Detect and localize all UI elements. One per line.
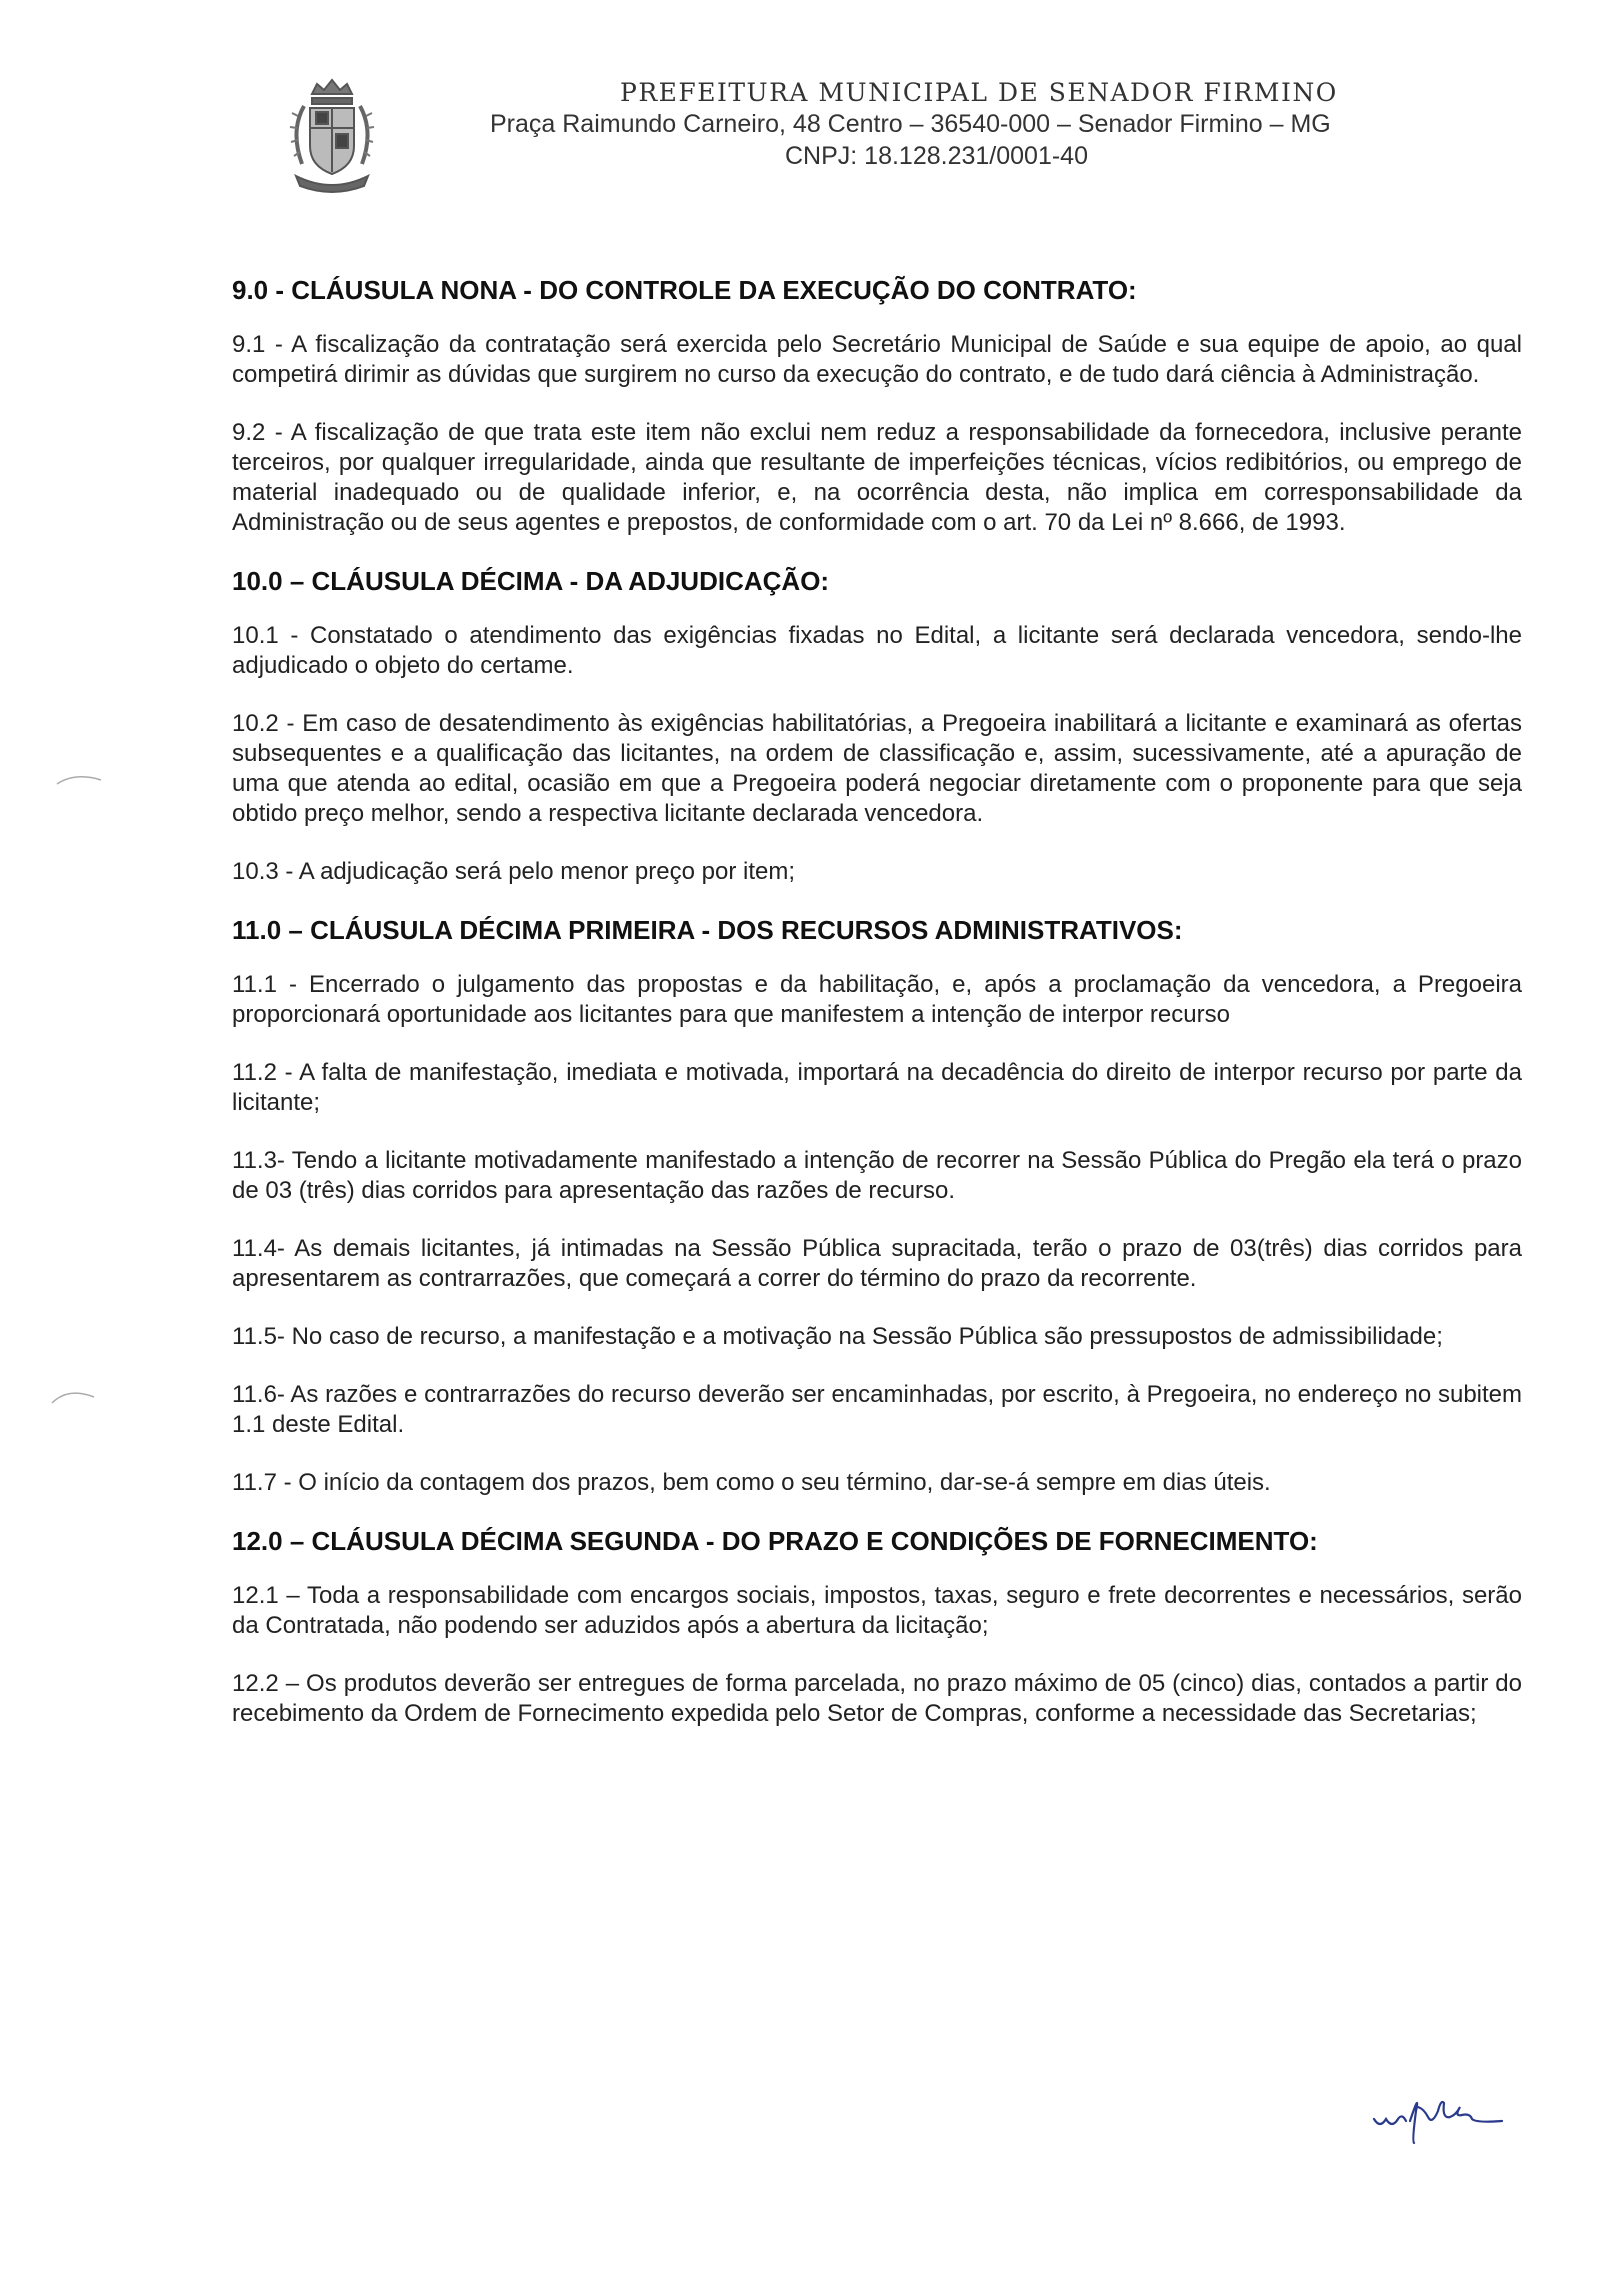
paragraph-11-4: 11.4- As demais licitantes, já intimadas na Sessão Pública supracitada, terão o prazo de 03(três) dias corridos para apresentarem as contrarrazões, que começará a correr do término do prazo da recorrente. xyxy=(232,1235,1522,1292)
municipal-crest-icon xyxy=(282,76,382,194)
paragraph-11-2: 11.2 - A falta de manifestação, imediata e motivada, importará na decadência do direito de interpor recurso por parte da licitante; xyxy=(232,1059,1522,1116)
paragraph-10-1: 10.1 - Constatado o atendimento das exigências fixadas no Edital, a licitante será declarada vencedora, sendo-lhe adjudicado o objeto do certame. xyxy=(232,622,1522,679)
paragraph-11-6: 11.6- As razões e contrarrazões do recurso deverão ser encaminhadas, por escrito, à Pregoeira, no endereço no subitem 1.1 deste Edital. xyxy=(232,1381,1522,1438)
paragraph-11-5: 11.5- No caso de recurso, a manifestação e a motivação na Sessão Pública são pressupostos de admissibilidade; xyxy=(232,1323,1443,1350)
paragraph-12-1: 12.1 – Toda a responsabilidade com encargos sociais, impostos, taxas, seguro e frete decorrentes e necessários, serão da Contratada, não podendo ser aduzidos após a abertura da licitação; xyxy=(232,1582,1522,1639)
paragraph-9-1: 9.1 - A fiscalização da contratação será exercida pelo Secretário Municipal de Saúde e sua equipe de apoio, ao qual competirá dirimir as dúvidas que surgirem no curso da execução do contrato, e de tudo dará ciência à Administração. xyxy=(232,331,1522,388)
section-title-12: 12.0 – CLÁUSULA DÉCIMA SEGUNDA - DO PRAZO E CONDIÇÕES DE FORNECIMENTO: xyxy=(232,1526,1318,1556)
paragraph-11-7: 11.7 - O início da contagem dos prazos, bem como o seu término, dar-se-á sempre em dias úteis. xyxy=(232,1469,1271,1496)
header-title: PREFEITURA MUNICIPAL DE SENADOR FIRMINO xyxy=(620,78,1338,107)
section-title-9: 9.0 - CLÁUSULA NONA - DO CONTROLE DA EXECUÇÃO DO CONTRATO: xyxy=(232,275,1137,305)
margin-mark-icon xyxy=(50,1385,100,1409)
paragraph-9-2: 9.2 - A fiscalização de que trata este item não exclui nem reduz a responsabilidade da fornecedora, inclusive perante terceiros, por qualquer irregularidade, ainda que resultante de imperfeições técnicas, vícios redibitórios, ou emprego de material inadequado ou de qualidade inferior, e, na ocorrência desta, não implica em corresponsabilidade da Administração ou de seus agentes e prepostos, de conformidade com o art. 70 da Lei nº 8.666, de 1993. xyxy=(232,419,1522,536)
section-title-10: 10.0 – CLÁUSULA DÉCIMA - DA ADJUDICAÇÃO: xyxy=(232,566,830,596)
section-title-11: 11.0 – CLÁUSULA DÉCIMA PRIMEIRA - DOS RECURSOS ADMINISTRATIVOS: xyxy=(232,915,1183,945)
header-address: Praça Raimundo Carneiro, 48 Centro – 36540-000 – Senador Firmino – MG xyxy=(490,110,1331,138)
paragraph-10-3: 10.3 - A adjudicação será pelo menor preço por item; xyxy=(232,858,795,885)
paragraph-11-3: 11.3- Tendo a licitante motivadamente manifestado a intenção de recorrer na Sessão Pública do Pregão ela terá o prazo de 03 (três) dias corridos para apresentação das razões de recurso. xyxy=(232,1147,1522,1204)
paragraph-11-1: 11.1 - Encerrado o julgamento das propostas e da habilitação, e, após a proclamação da vencedora, a Pregoeira proporcionará oportunidade aos licitantes para que manifestem a intenção de interpor recurso xyxy=(232,971,1522,1028)
paragraph-12-2: 12.2 – Os produtos deverão ser entregues de forma parcelada, no prazo máximo de 05 (cinco) dias, contados a partir do recebimento da Ordem de Fornecimento expedida pelo Setor de Compras, conforme a necessidade das Secretarias; xyxy=(232,1670,1522,1727)
margin-mark-icon xyxy=(55,770,105,790)
paragraph-10-2: 10.2 - Em caso de desatendimento às exigências habilitatórias, a Pregoeira inabilitará a licitante e examinará as ofertas subsequentes e a qualificação das licitantes, na ordem de classificação e, assim, sucessivamente, até a apuração de uma que atenda ao edital, ocasião em que a Pregoeira poderá negociar diretamente com o proponente para que seja obtido preço melhor, sendo a respectiva licitante declarada vencedora. xyxy=(232,710,1522,827)
header-cnpj: CNPJ: 18.128.231/0001-40 xyxy=(785,142,1088,170)
document-body xyxy=(232,265,1522,1757)
handwritten-signature xyxy=(1370,2085,1540,2145)
